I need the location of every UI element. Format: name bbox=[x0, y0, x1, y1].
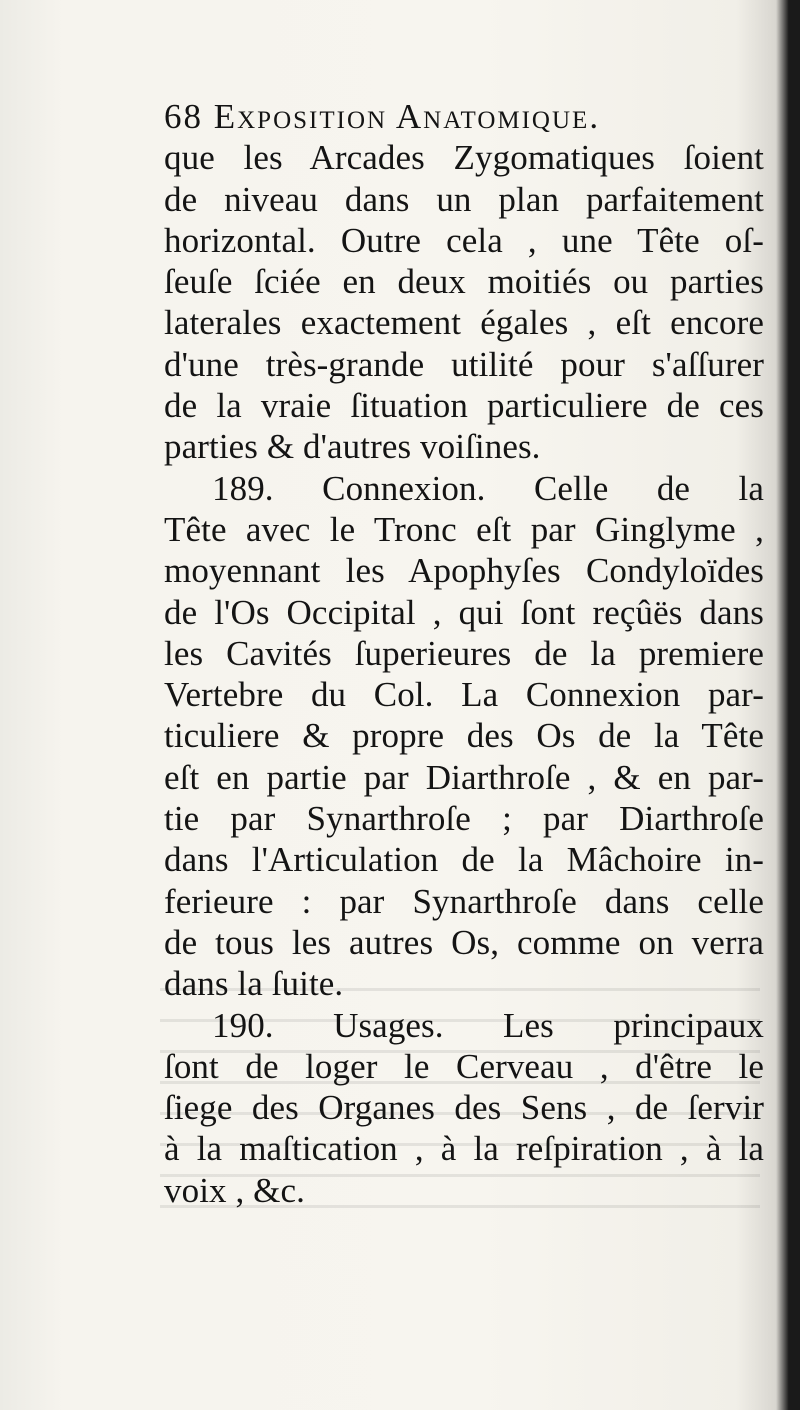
text-line: de la vraie ſituation particuliere de ces bbox=[164, 386, 764, 426]
text-line: à la maſtication , à la reſpiration , à la bbox=[164, 1129, 764, 1169]
text-line: parties & d'autres voiſines. bbox=[164, 427, 541, 467]
paragraph-1 bbox=[164, 137, 764, 467]
page-text bbox=[164, 96, 764, 1211]
text-line: Tête avec le Tronc eſt par Ginglyme , bbox=[164, 509, 764, 549]
text-line: Vertebre du Col. La Connexion par- bbox=[164, 675, 764, 715]
text-line: ſeuſe ſciée en deux moitiés ou parties bbox=[164, 262, 764, 302]
section-heading-line: 189. Connexion. Celle de la bbox=[212, 468, 764, 508]
text-line: ſiege des Organes des Sens , de ſervir bbox=[164, 1088, 764, 1128]
text-line: ſont de loger le Cerveau , d'être le bbox=[164, 1046, 764, 1086]
text-line: de niveau dans un plan parfaitement bbox=[164, 179, 764, 219]
text-line: dans la ſuite. bbox=[164, 964, 344, 1004]
text-line: moyennant les Apophyſes Condyloïdes bbox=[164, 551, 764, 591]
text-line: de l'Os Occipital , qui ſont reçûës dans bbox=[164, 592, 764, 632]
text-line: horizontal. Outre cela , une Tête oſ- bbox=[164, 220, 764, 260]
text-line: d'une très-grande utilité pour s'aſſurer bbox=[164, 344, 764, 384]
text-line: laterales exactement égales , eſt encore bbox=[164, 303, 764, 343]
text-line: ferieure : par Synarthroſe dans celle bbox=[164, 881, 764, 921]
section-heading-line: 190. Usages. Les principaux bbox=[212, 1005, 764, 1045]
text-line: de tous les autres Os, comme on verra bbox=[164, 922, 764, 962]
text-line: voix , &c. bbox=[164, 1170, 305, 1210]
running-header: 68 Exposition Anatomique. bbox=[164, 97, 601, 136]
text-line: que les Arcades Zygomatiques ſoient bbox=[164, 138, 764, 178]
paragraph-189-connexion bbox=[164, 468, 764, 1005]
paragraph-190-usages bbox=[164, 1005, 764, 1211]
text-line: ticuliere & propre des Os de la Tête bbox=[164, 716, 764, 756]
text-line: dans l'Articulation de la Mâchoire in- bbox=[164, 840, 764, 880]
text-line: tie par Synarthroſe ; par Diarthroſe bbox=[164, 799, 764, 839]
text-line: eſt en partie par Diarthroſe , & en par- bbox=[164, 757, 764, 797]
text-line: les Cavités ſuperieures de la premiere bbox=[164, 633, 764, 673]
